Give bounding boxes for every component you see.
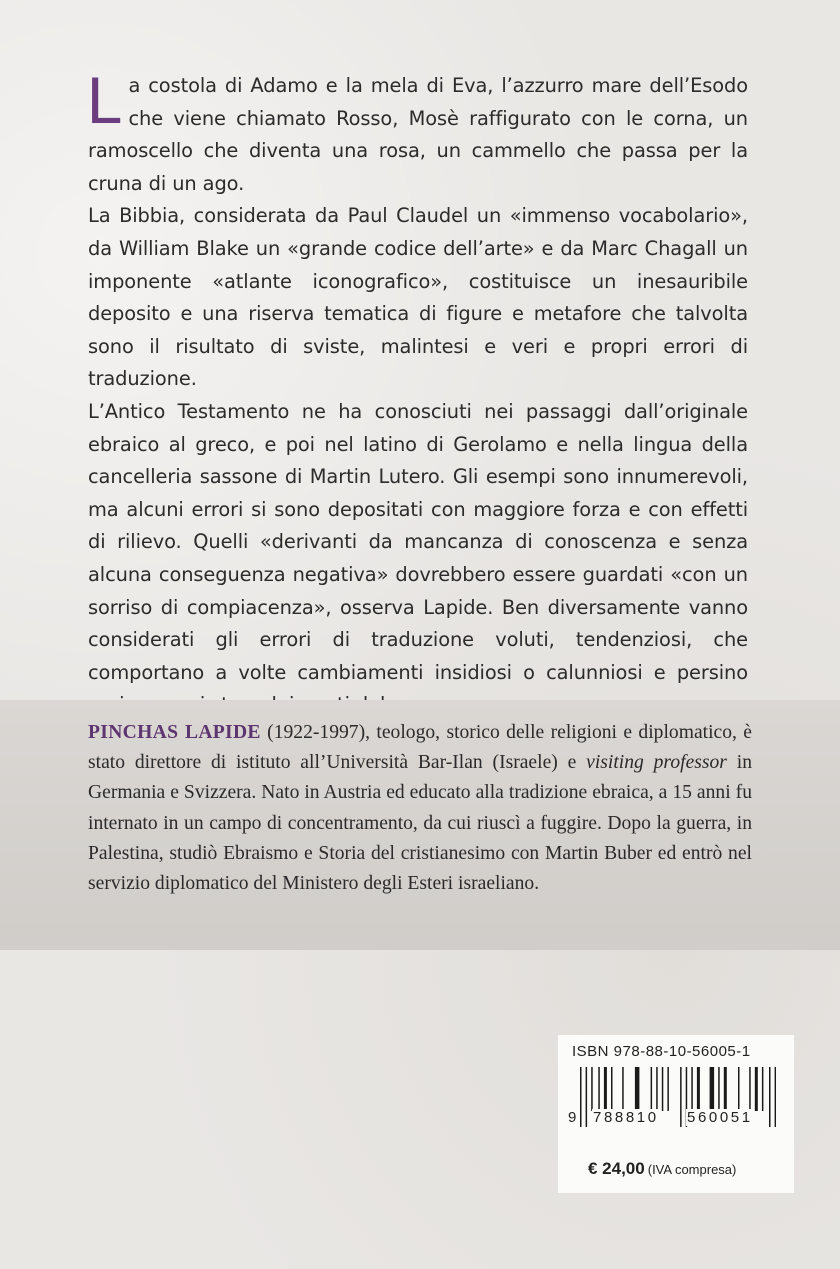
barcode-bar: [656, 1067, 658, 1111]
barcode-bar: [755, 1067, 758, 1111]
barcode-bar: [598, 1067, 600, 1111]
barcode-digits-left: 788810: [593, 1109, 659, 1126]
price-vat-note: (IVA compresa): [647, 1162, 737, 1177]
barcode-bar: [749, 1067, 751, 1111]
barcode-lead-digit: 9: [568, 1109, 577, 1126]
barcode-bar: [769, 1067, 771, 1127]
barcode-bar: [611, 1067, 613, 1111]
price-amount: € 24,00: [588, 1159, 645, 1178]
barcode-bar: [586, 1067, 588, 1127]
drop-cap: L: [86, 65, 121, 138]
barcode-bar: [667, 1067, 669, 1111]
barcode-bar: [604, 1067, 607, 1111]
barcode-bar: [718, 1067, 720, 1111]
blurb-paragraph-1: [86, 65, 748, 200]
barcode-bar: [591, 1067, 593, 1111]
bio-text-1: (1922-1997), teologo, storico delle religioni e diplomatico, è stato direttore di istituto all’Università Bar-Ilan (Israele) e: [88, 722, 753, 774]
author-name: PINCHAS LAPIDE: [88, 722, 261, 743]
barcode-bar: [762, 1067, 764, 1111]
back-cover-blurb: [86, 65, 748, 722]
barcode-bar: [580, 1067, 582, 1127]
barcode-bar: [680, 1067, 682, 1127]
barcode-bar: [635, 1067, 640, 1111]
blurb-paragraph-1-text: a costola di Adamo e la mela di Eva, l’azzurro mare dell’Esodo che viene chiamato Rosso, Mosè raffigurato con le corna, un ramoscello che diventa una rosa, un cammello che passa per la cruna di un ago.: [88, 74, 748, 195]
barcode-bar: [622, 1067, 624, 1111]
barcode-bar: [691, 1067, 693, 1111]
blurb-paragraph-2: La Bibbia, considerata da Paul Claudel un «immenso vocabolario», da William Blake un «grande codice dell’arte» e da Marc Chagall un imponente «atlante iconografico», costituisce un inesauribile deposito e una riserva tematica di figure e metafore che talvolta sono il risultato di sviste, malintesi e veri e propri errori di traduzione.: [88, 204, 748, 391]
bio-text-2: in Germania e Svizzera. Nato in Austria ed educato alla tradizione ebraica, a 15 anni fu internato in un campo di concentramento, da cui riuscì a fuggire. Dopo la guerra, in Palestina, studiò Ebraismo e Storia del cristianesimo con Martin Buber ed entrò nel servizio diplomatico del Ministero degli Esteri israeliano.: [88, 752, 752, 895]
barcode-bar: [662, 1067, 664, 1111]
barcode-bar: [697, 1067, 700, 1111]
author-bio: [88, 718, 752, 899]
price: [588, 1159, 736, 1179]
barcode-label: [558, 1035, 794, 1193]
barcode-bar: [651, 1067, 653, 1111]
isbn-number: ISBN 978-88-10-56005-1: [572, 1043, 751, 1060]
bio-italic: visiting professor: [586, 752, 727, 774]
blurb-paragraph-3: L’Antico Testamento ne ha conosciuti nei passaggi dall’originale ebraico al greco, e poi nel latino di Gerolamo e nella lingua della cancelleria sassone di Martin Lutero. Gli esempi sono innumerevoli, ma alcuni errori si sono depositati con maggiore forza e con effetti di rilievo. Quelli «derivanti da mancanza di conoscenza e senza alcuna conseguenza negativa» dovrebbero essere guardati «con un sorriso di compiacenza», osserva Lapide. Ben diversamente vanno considerati gli errori di traduzione voluti, tendenziosi, che comportano a volte cambiamenti insidiosi o calunniosi e persino: [88, 399, 748, 684]
author-bio-paragraph: [88, 718, 752, 899]
barcode-bar: [775, 1067, 776, 1127]
barcode-digits-right: 560051: [687, 1109, 753, 1126]
barcode-bar: [738, 1067, 740, 1111]
barcode-bar: [710, 1067, 715, 1111]
barcode-bar: [724, 1067, 727, 1111]
